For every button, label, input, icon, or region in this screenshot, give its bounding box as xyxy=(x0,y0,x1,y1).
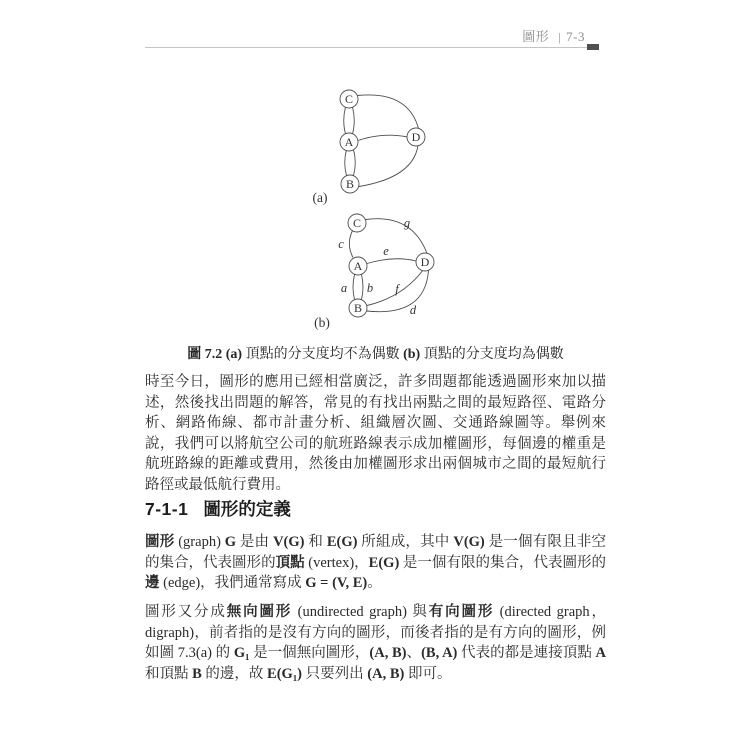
edge-AB-a xyxy=(353,275,355,300)
text-run: 有向圖形 xyxy=(428,604,495,620)
text-run: G xyxy=(224,534,237,550)
graph-b-diagram xyxy=(280,200,500,335)
text-run: 是一個有限且非空的集合，代表圖形的 xyxy=(145,534,607,571)
chapter-title: 圖形 xyxy=(522,29,550,44)
edge-CA-c xyxy=(349,231,353,258)
header-separator: | xyxy=(558,30,562,44)
text-run: E(G) xyxy=(326,534,358,550)
text-run: 只要列出 xyxy=(302,665,368,682)
text-run: V(G) xyxy=(453,534,485,550)
text-run: 無向圖形 xyxy=(226,604,293,620)
text-run: 。 xyxy=(367,575,382,591)
edge-label-c: c xyxy=(338,237,344,251)
text-run: 代表的都是連接頂點 xyxy=(457,645,596,661)
edge-CA-left xyxy=(344,107,346,134)
edge-AB-left xyxy=(345,150,347,176)
edge-AD xyxy=(358,135,408,140)
edge-CD xyxy=(358,95,419,129)
vertex-C-label: C xyxy=(352,216,362,231)
text-run: (directed graph，digraph)，前者指的是沒有方向的圖形，而後者指的是有方向的圖形，例如圖 7.3(a) 的 xyxy=(145,604,607,661)
text-run: E(G) xyxy=(368,554,400,571)
vertex-B-label: B xyxy=(345,177,355,192)
edge-label-f: f xyxy=(395,282,399,296)
edge-AD-e xyxy=(367,259,416,264)
header-end-marker xyxy=(587,44,599,50)
text-run: G = (V, E) xyxy=(305,575,368,591)
edge-label-d: d xyxy=(409,303,417,317)
header-rule xyxy=(145,47,598,48)
text-run: 所組成，其中 xyxy=(357,534,454,550)
text-run: 頂點 xyxy=(275,554,305,571)
page-header xyxy=(522,26,585,45)
text-run: 時至今日，圖形的應用已經相當廣泛，許多問題都能透過圖形來加以描述，然後找出問題的解答，常見的有找出兩點之間的最短路徑、電路分析、網路佈線、都市計畫分析、組織層次圖、交通路線圖等。舉例來說，我們可以將航空公司的航班路線表示成加權圖形，每個邊的權重是航班路線的距離或費用，然後由加權圖形求出兩個城市之間的最短航行路徑或最低航行費用。 xyxy=(145,374,606,493)
edge-label-e: e xyxy=(383,244,389,258)
vertex-B-label: B xyxy=(353,301,363,316)
section-title: 圖形的定義 xyxy=(203,499,291,519)
text-run: 是一個有限的集合，代表圖形的 xyxy=(399,554,607,571)
text-run: 頂點的分支度均為偶數 xyxy=(423,347,564,362)
text-run: 和 xyxy=(304,534,327,550)
section-heading xyxy=(145,496,291,521)
text-run: 是一個無向圖形， xyxy=(249,645,370,661)
text-run: 圖 7.2 (a) xyxy=(187,347,246,362)
text-run: V(G) xyxy=(273,534,305,550)
text-run: (A, B) xyxy=(367,665,405,682)
vertex-D-label: D xyxy=(420,255,430,270)
edge-label-a: a xyxy=(340,281,348,295)
figure-caption xyxy=(145,343,606,363)
page-number: 7-3 xyxy=(566,29,585,44)
text-run: (A, B) xyxy=(369,645,407,661)
text-run: 圖形 xyxy=(145,534,175,550)
edge-AB-right xyxy=(354,150,356,176)
text-run: 是由 xyxy=(236,534,274,550)
vertex-A-label: A xyxy=(344,135,354,150)
vertex-C-label: C xyxy=(344,92,354,107)
edge-label-g: g xyxy=(403,216,411,230)
edge-CA-right xyxy=(353,107,355,134)
vertex-D-label: D xyxy=(411,130,421,145)
text-run: (vertex)， xyxy=(304,554,369,571)
edge-AB-b xyxy=(362,275,364,300)
text-run: A xyxy=(595,645,607,661)
text-run: (edge)，我們通常寫成 xyxy=(159,575,306,591)
paragraph-1 xyxy=(145,372,606,495)
text-run: 頂點的分支度均不為偶數 xyxy=(245,347,404,362)
section-number: 7-1-1 xyxy=(145,499,189,519)
paragraph-2 xyxy=(145,532,606,594)
graph-a-diagram xyxy=(280,85,500,205)
graph-a-caption-label: (a) xyxy=(312,190,328,205)
edge-label-b: b xyxy=(366,281,374,295)
edge-BD xyxy=(359,146,418,187)
text-run: 、 xyxy=(406,645,422,661)
text-run: 即可。 xyxy=(404,665,452,682)
text-run: 邊 xyxy=(145,575,160,591)
text-run: (undirected graph) 與 xyxy=(292,604,429,620)
text-run: (graph) xyxy=(174,534,225,550)
text-run: (b) xyxy=(403,347,424,362)
graph-b-caption-label: (b) xyxy=(314,315,330,330)
text-run: B xyxy=(192,665,202,682)
edge-CD-g xyxy=(366,219,428,254)
text-run: (B, A) xyxy=(421,645,458,661)
paragraph-3 xyxy=(145,602,606,684)
text-run: G₁ xyxy=(233,645,250,661)
text-run: 的邊，故 xyxy=(201,665,268,682)
vertex-A-label: A xyxy=(353,259,363,274)
text-run: E(G₁) xyxy=(267,665,303,682)
text-run: 圖形又分成 xyxy=(145,604,227,620)
text-run: 和頂點 xyxy=(145,665,193,682)
